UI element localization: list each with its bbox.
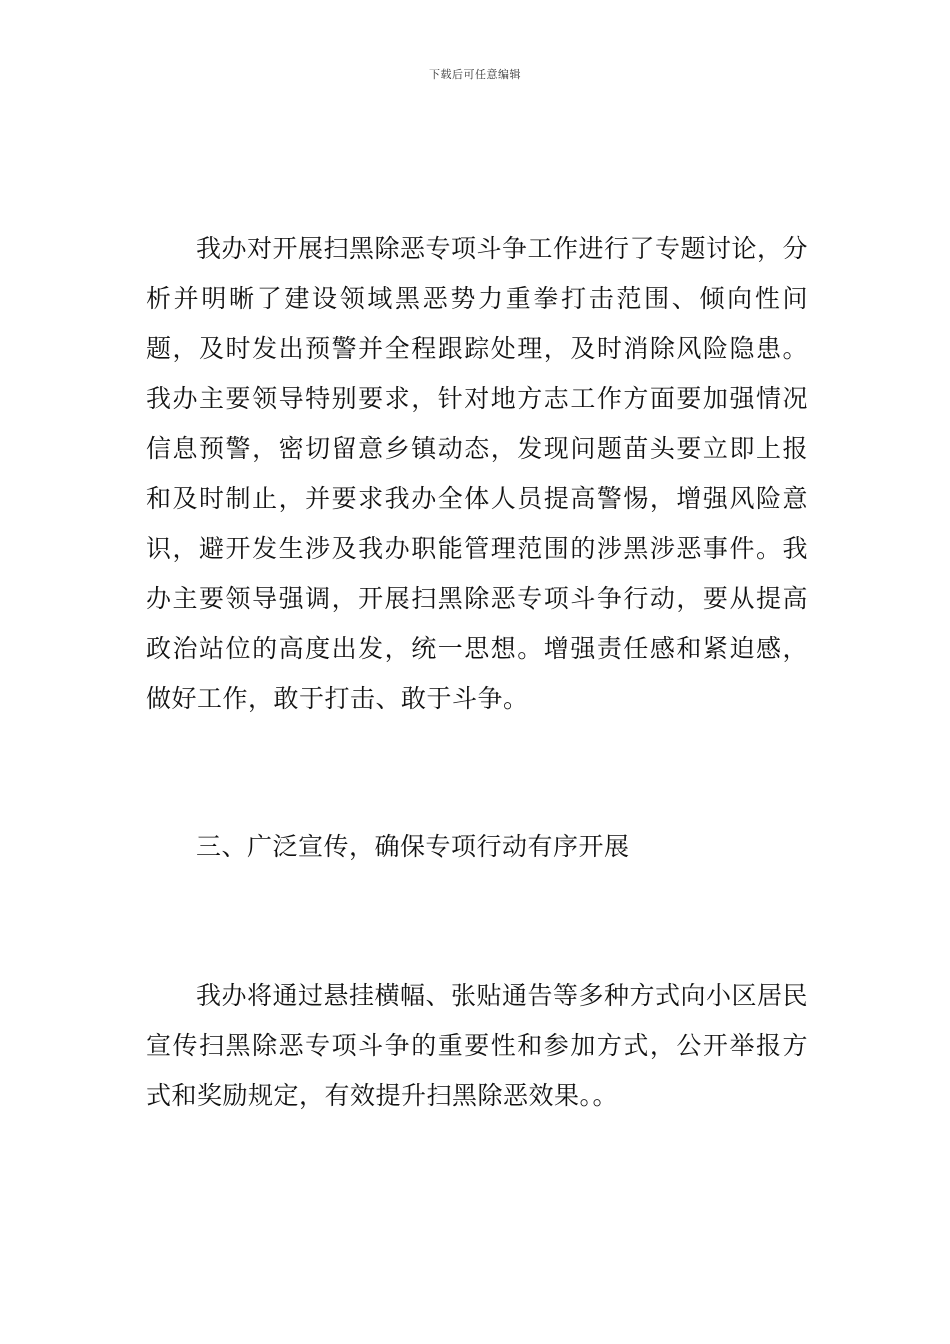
body-paragraph: 我办对开展扫黑除恶专项斗争工作进行了专题讨论，分析并明晰了建设领域黑恶势力重拳打击范围、倾向性问题，及时发出预警并全程跟踪处理，及时消除风险隐患。我办主要领导特别要求，针对地方志工作方面要加强情况信息预警，密切留意乡镇动态，发现问题苗头要立即上报和及时制止，并要求我办全体人员提高警惕，增强风险意识，避开发生涉及我办职能管理范围的涉黑涉恶事件。我办主要领导强调，开展扫黑除恶专项斗争行动，要从提高政治站位的高度出发，统一思想。增强责任感和紧迫感，做好工作，敢于打击、敢于斗争。 — [146, 234, 809, 713]
body-paragraph: 我办将通过悬挂横幅、张贴通告等多种方式向小区居民宣传扫黑除恶专项斗争的重要性和参加方式，公开举报方式和奖励规定，有效提升扫黑除恶效果。。 — [146, 981, 809, 1110]
page-header: 下载后可任意编辑 — [429, 68, 521, 81]
section-heading: 三、广泛宣传，确保专项行动有序开展 — [196, 832, 630, 861]
